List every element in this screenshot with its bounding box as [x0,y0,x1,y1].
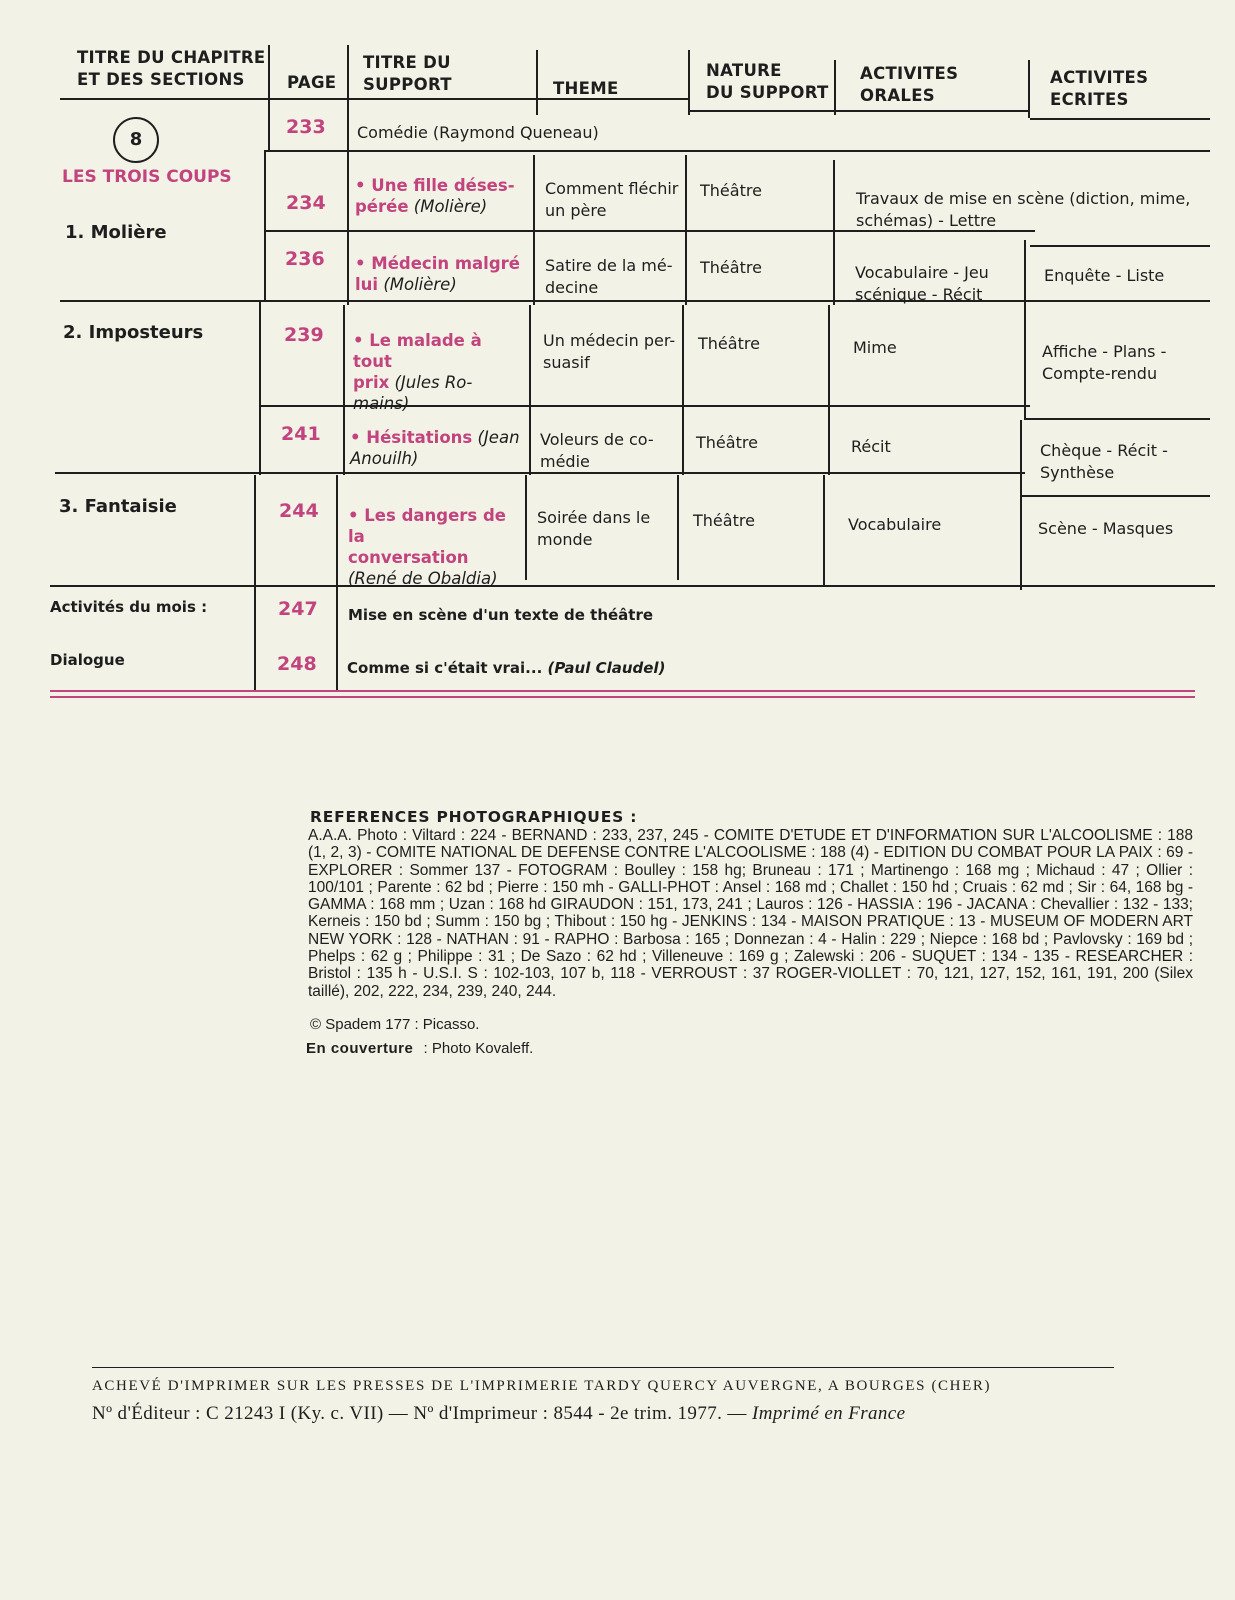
oral-activities-cell: Récit [851,437,891,456]
cover-line [306,1040,533,1057]
references-heading: REFERENCES PHOTOGRAPHIQUES : [310,808,638,826]
row-rule-239-b [1024,418,1210,420]
chapter-number-circle [113,117,159,163]
col-rule-theme-left [536,50,538,115]
colophon-line-2 [92,1403,905,1425]
col-rule-nature-left-3 [682,305,684,475]
extra-text [347,659,665,677]
oral-activities-cell: Mime [853,338,897,357]
chapter-number: 8 [129,129,143,150]
support-title-text: Les dangers de la conversation [348,506,506,567]
col-rule-theme-left-4 [525,475,527,580]
col-rule-nature-left-4 [677,475,679,580]
page-number: 233 [286,116,326,138]
nature-cell: Théâtre [698,334,760,353]
extra-label: Activités du mois : [50,598,208,616]
theme-cell: Soirée dans le monde [537,508,651,549]
extra-text-author: (Paul Claudel) [547,659,666,677]
nature-cell: Théâtre [700,181,762,200]
support-title: Comédie (Raymond Queneau) [357,123,599,142]
pink-rule-bottom [50,696,1195,698]
nature-cell: Théâtre [700,258,762,277]
oral-activities-cell: Travaux de mise en scène (diction, mime, schémas) - Lettre [856,189,1191,230]
section-fantaisie: 3. Fantaisie [59,496,177,517]
row-rule-233 [265,150,1210,152]
written-activities-cell: Affiche - Plans - Compte-rendu [1042,342,1167,383]
theme-cell: Voleurs de co- médie [540,430,654,471]
page-number: 248 [277,653,317,675]
written-activities-cell: Scène - Masques [1038,519,1174,538]
col-rule-oral-left [834,60,836,115]
support-title-text: Médecin malgré lui [355,254,520,294]
header-theme: THEME [553,79,619,98]
row-rule-241-b [1020,495,1210,497]
header-bottom-rule-far [1030,118,1210,120]
col-rule-page-left [268,45,270,150]
col-rule-written-left-3 [1020,420,1022,590]
theme-cell: Comment fléchir un père [545,179,679,220]
row-rule-234-b [1030,245,1210,247]
header-chapter: TITRE DU CHAPITRE ET DES SECTIONS [77,48,266,89]
cover-label: En couverture [306,1040,414,1057]
support-title-text: Une fille déses- pérée [355,176,515,216]
support-title: • Le malade à tout prix (Jules Ro- mains) [353,331,482,413]
support-title-text: Le malade à tout prix [353,331,482,392]
page-number: 236 [285,248,325,270]
col-rule-oral-left-2 [833,160,835,305]
support-author: (Molière) [383,275,457,294]
section-imposteurs: 2. Imposteurs [63,322,204,343]
col-rule-support-left-2 [343,305,345,475]
col-rule-support-left [347,45,349,305]
page-number: 241 [281,423,321,445]
col-rule-oral-left-3 [828,305,830,475]
col-rule-page-left-2 [264,150,266,300]
oral-activities-cell: Vocabulaire [848,515,942,534]
page-number: 244 [279,500,319,522]
spadem-line: © Spadem 177 : Picasso. [310,1016,480,1033]
support-author: (Jules Ro- mains) [353,373,473,413]
references-body: A.A.A. Photo : Viltard : 224 - BERNAND : 233, 237, 245 - COMITE D'ETUDE ET D'INFORMATION SUR L'ALCOOLISME : 188 (1, 2, 3) - COMITE NATIONAL DE DEFENSE CONTRE L'ALCOOLISME : 188 (4) - EDITION DU COMBAT POUR LA PAIX : 69 - EXPLORER : Sommer 137 - FOTOGRAM : Boulley : 158 hg; Bruneau : 171 ; Martinengo : 168 mg ; Michaud : 47 ; Ollier : 100/101 ; Parente : 62 bd ; Pierre : 150 mh - GALLI-PHOT : Ansel : 168 md ; Challet : 150 hd ; Cruais : 62 md ; Sir : 64, 168 bg - GAMMA : 168 mm ; Uzan : 168 hd GIRAUDON : 151, 173, 241 ; Lauros : 126 - HASSIA : 196 - JACANA : Chevallier : 132 - 133; Kerneis : 150 bd ; Summ : 150 bg ; Thibout : 150 hg - JENKINS : 134 - MAISON PRATIQUE : 13 - MUSEUM OF MODERN ART NEW YORK : 128 - NATHAN : 91 - RAPHO : Barbosa : 165 ; Donnezan : 4 - Halin : 229 ; Niepce : 168 bd ; Pavlovsky : 169 bd ; Phelps : 62 g ; Philippe : 31 ; De Sazo : 62 hd ; Villeneuve : 169 g ; Zalewski : 206 - SUQUET : 134 - 135 - RESEARCHER : Bristol : 135 h - U.S.I. S : 102-103, 107 b, 118 - VERROUST : 37 ROGER-VIOLLET : 70, 121, 127, 152, 161, 191, 200 (Silex taillé), 202, 222, 234, 239, 240, 244. [308,827,1193,1000]
col-rule-support-left-3 [336,475,338,690]
col-rule-written-left-2 [1024,240,1026,420]
row-rule-244 [50,585,1215,587]
header-page: PAGE [287,73,337,92]
theme-cell: Un médecin per- suasif [543,331,676,372]
extra-text: Mise en scène d'un texte de théâtre [348,606,654,624]
nature-cell: Théâtre [696,433,758,452]
header-nature: NATURE DU SUPPORT [706,61,829,102]
support-title: • Les dangers de la conversation (René de Obaldia) [348,506,506,588]
col-rule-theme-left-3 [529,305,531,475]
oral-activities-cell: Vocabulaire - Jeu scénique - Récit [855,263,989,304]
col-rule-page-left-4 [254,475,256,690]
cover-text: : Photo Kovaleff. [423,1040,534,1057]
nature-cell: Théâtre [693,511,755,530]
pink-rule-top [50,690,1195,692]
col-rule-page-left-3 [259,300,261,475]
colophon-line-2-italic: Imprimé en France [752,1403,906,1424]
support-title: • Hésitations (Jean Anouilh) [350,428,520,468]
col-rule-written-left [1028,60,1030,118]
support-author: (René de Obaldia) [348,569,498,588]
page-number: 247 [278,598,318,620]
section-moliere: 1. Molière [65,222,167,243]
support-title: • Médecin malgré lui (Molière) [355,254,520,294]
theme-cell: Satire de la mé- decine [545,256,673,297]
support-title-text: Hésitations [366,428,473,447]
header-oral: ACTIVITES ORALES [860,64,959,105]
row-rule-236 [60,300,1210,302]
header-written: ACTIVITES ECRITES [1050,68,1149,109]
support-author: (Molière) [413,197,488,216]
page-number: 239 [284,324,324,346]
col-rule-nature-left [688,50,690,115]
written-activities-cell: Enquête - Liste [1044,266,1165,285]
chapter-title: LES TROIS COUPS [62,167,232,187]
col-rule-oral-left-4 [823,475,825,585]
support-author: (Jean Anouilh) [350,428,520,468]
header-bottom-rule-right [690,110,1030,112]
extra-label: Dialogue [50,651,125,669]
colophon-line-1: ACHEVÉ D'IMPRIMER SUR LES PRESSES DE L'IMPRIMERIE TARDY QUERCY AUVERGNE, A BOURGES (CHER) [92,1378,992,1394]
written-activities-cell: Chèque - Récit - Synthèse [1040,441,1168,482]
page-number: 234 [286,192,326,214]
support-title: • Une fille déses- pérée (Molière) [355,176,515,216]
header-support-title: TITRE DU SUPPORT [363,53,452,94]
extra-text-title: Comme si c'était vrai... [347,659,543,677]
colophon-rule [92,1367,1114,1368]
colophon-line-2-text: Nº d'Éditeur : C 21243 I (Ky. c. VII) — Nº d'Imprimeur : 8544 - 2e trim. 1977. — [92,1403,747,1424]
